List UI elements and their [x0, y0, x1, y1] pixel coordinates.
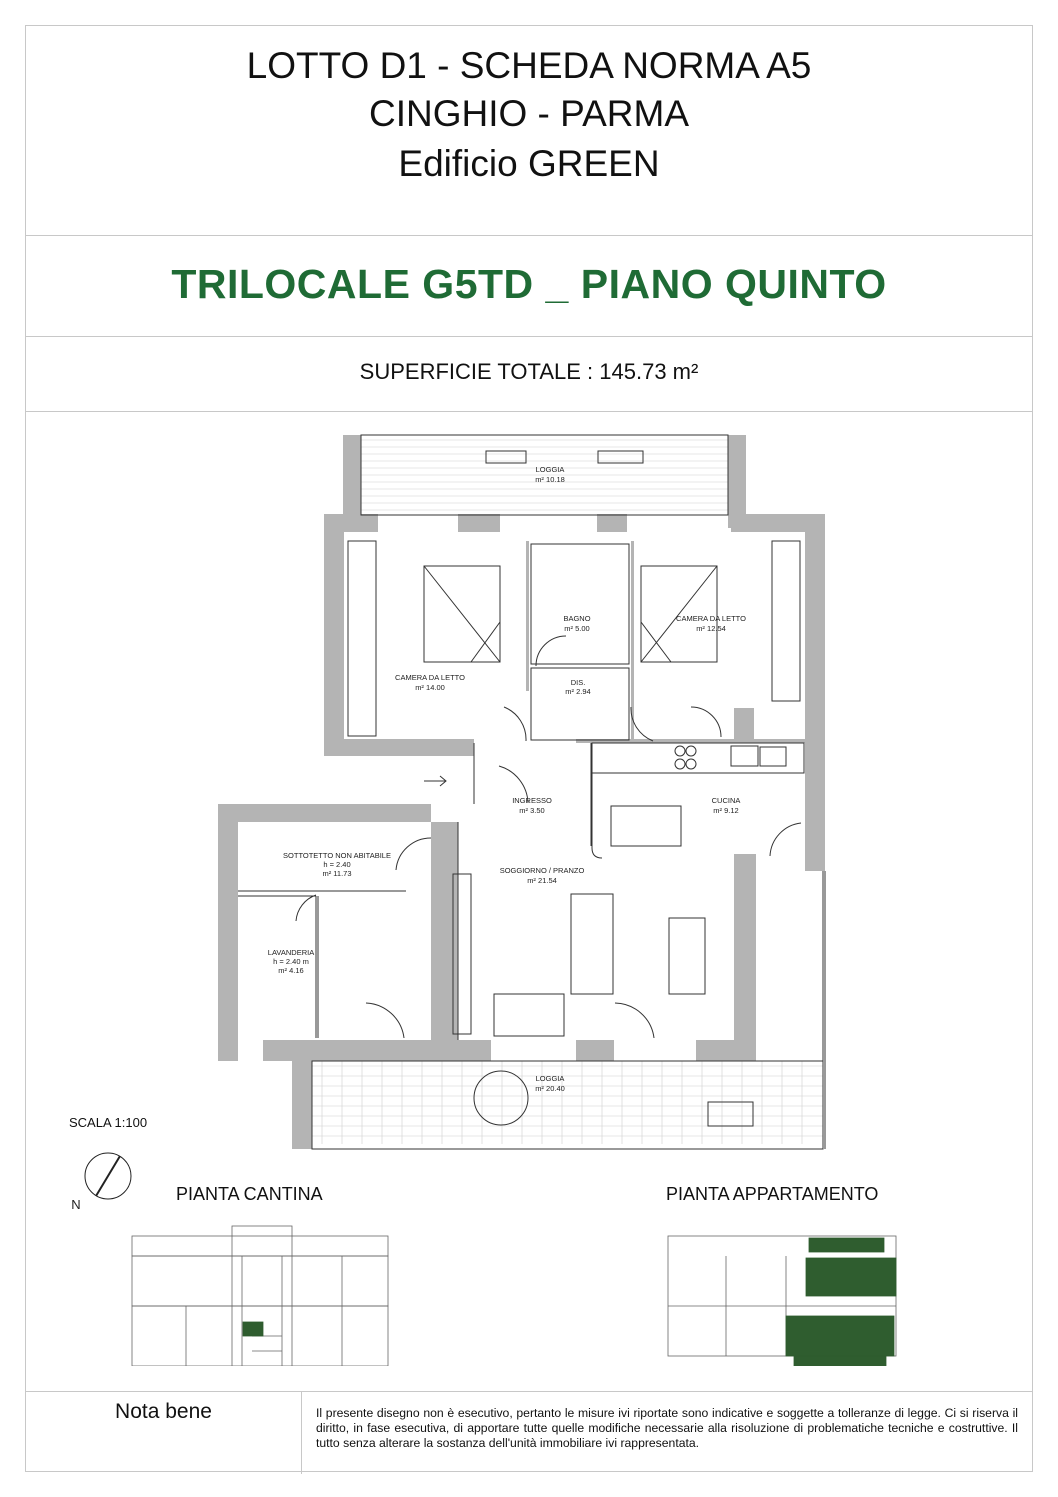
room-cucina-area: m² 9.12 — [713, 806, 739, 815]
room-camera-1-area: m² 14.00 — [415, 683, 445, 692]
nota-label: Nota bene — [26, 1392, 302, 1474]
room-soggiorno-area: m² 21.54 — [527, 876, 557, 885]
north-label: N — [71, 1197, 81, 1212]
room-dis: DIS. — [570, 678, 586, 687]
room-sottotetto-height: h = 2.40 — [323, 860, 351, 869]
drawing-sheet — [25, 25, 1033, 1472]
room-camera-2-area: m² 12.54 — [696, 624, 726, 633]
room-camera-1: CAMERA DA LETTO — [395, 673, 465, 682]
caption-appartamento: PIANTA APPARTAMENTO — [666, 1184, 879, 1204]
building-name: Edificio GREEN — [398, 143, 660, 184]
room-loggia-lower: LOGGIA — [535, 1074, 565, 1083]
nota-text: Il presente disegno non è esecutivo, pertanto le misure ivi riportate sono indicative e soggette a tolleranze di legge. Ci si riserva il diritto, in fase esecutiva, di apportare tutte quelle modifiche necessarie alla risoluzione di problematiche tecniche e costruttive. Il tutto senza alterare la sostanza dell'unità immobiliare ivi rappresentata. — [316, 1406, 1018, 1450]
room-camera-2: CAMERA DA LETTO — [676, 614, 746, 623]
floor-plan — [26, 26, 1032, 1366]
room-sottotetto: SOTTOTETTO NON ABITABILE — [283, 851, 391, 860]
project-title: LOTTO D1 - SCHEDA NORMA A5 — [246, 45, 812, 86]
project-location: CINGHIO - PARMA — [369, 93, 689, 134]
room-soggiorno: SOGGIORNO / PRANZO — [499, 866, 585, 875]
key-plan-appartamento — [668, 1236, 896, 1366]
room-loggia-lower-area: m² 20.40 — [535, 1084, 565, 1093]
room-dis-area: m² 2.94 — [565, 687, 591, 696]
room-sottotetto-area: m² 11.73 — [322, 869, 352, 878]
room-lavanderia-height: h = 2.40 m — [273, 957, 309, 966]
room-ingresso: INGRESSO — [512, 796, 552, 805]
room-lavanderia-area: m² 4.16 — [278, 966, 304, 975]
room-loggia-upper-area: m² 10.18 — [535, 475, 565, 484]
caption-cantina: PIANTA CANTINA — [176, 1184, 323, 1204]
room-bagno-area: m² 5.00 — [564, 624, 590, 633]
room-labels — [71, 465, 746, 1212]
room-lavanderia: LAVANDERIA — [267, 948, 315, 957]
room-loggia-upper: LOGGIA — [535, 465, 565, 474]
scale-label: SCALA 1:100 — [69, 1115, 148, 1130]
room-ingresso-area: m² 3.50 — [519, 806, 545, 815]
total-area: SUPERFICIE TOTALE : 145.73 m² — [359, 359, 699, 384]
unit-title: TRILOCALE G5TD _ PIANO QUINTO — [171, 261, 887, 307]
nota-section — [26, 1391, 1032, 1474]
north-arrow-icon — [85, 1153, 131, 1199]
room-bagno: BAGNO — [563, 614, 591, 623]
room-cucina: CUCINA — [711, 796, 741, 805]
key-plan-cantina — [132, 1226, 388, 1366]
